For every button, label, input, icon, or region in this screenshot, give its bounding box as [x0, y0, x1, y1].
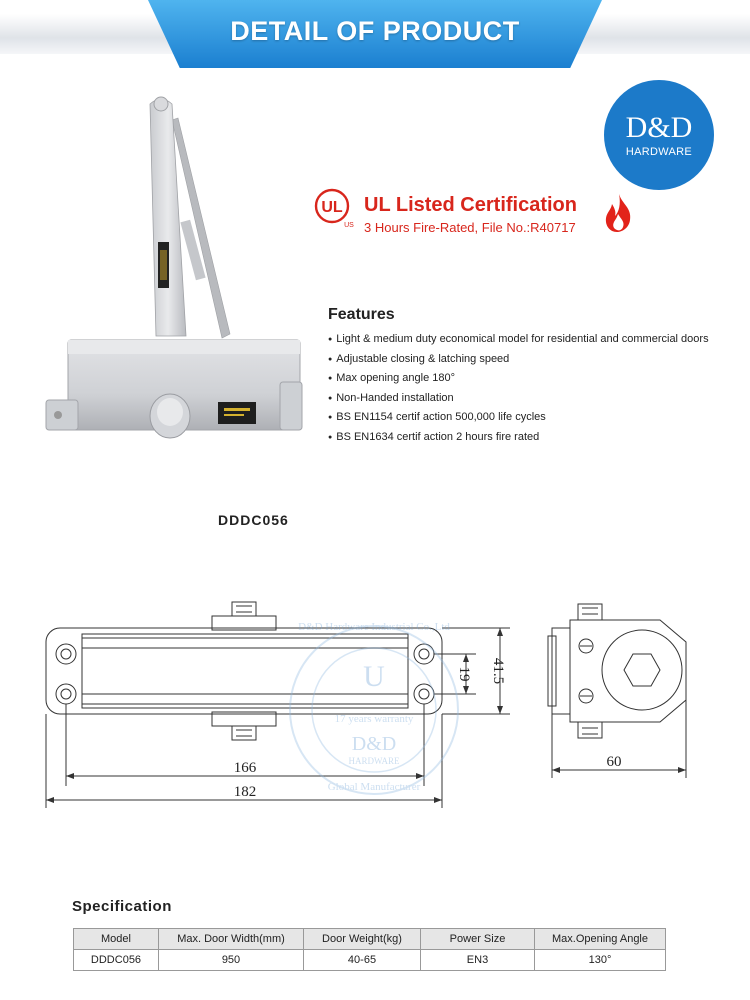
- table-cell: 40-65: [304, 950, 421, 971]
- dimension-19: 19: [456, 666, 472, 682]
- fire-icon: [602, 192, 636, 234]
- certification-title: UL Listed Certification: [364, 194, 577, 216]
- ul-mark-text: UL: [321, 199, 343, 216]
- watermark-sub: HARDWARE: [348, 756, 400, 766]
- banner-title: DETAIL OF PRODUCT: [230, 16, 520, 46]
- table-cell: 130°: [535, 950, 666, 971]
- dimension-166: 166: [233, 760, 257, 776]
- table-row: [74, 950, 666, 971]
- table-header-row: [74, 929, 666, 950]
- brand-logo: [604, 80, 714, 190]
- feature-item: ● Light & medium duty economical model for residential and commercial doors: [328, 330, 709, 350]
- door-closer-photo: [38, 90, 308, 450]
- brand-logo-text: D&D: [625, 111, 693, 144]
- specification-heading: Specification: [72, 898, 172, 915]
- features-heading: Features: [328, 306, 395, 323]
- dimension-41-5: 41.5: [490, 657, 506, 685]
- brand-logo-subtext: HARDWARE: [625, 146, 693, 158]
- watermark-logo: D&D: [351, 733, 397, 755]
- ul-listed-icon: [312, 188, 356, 228]
- feature-item: ● Non-Handed installation: [328, 389, 709, 409]
- features-list: [328, 330, 709, 448]
- header-banner: [0, 0, 750, 72]
- watermark-mark: U: [363, 660, 385, 693]
- feature-item: ● BS EN1634 certif action 2 hours fire rated: [328, 428, 709, 448]
- table-cell: DDDC056: [74, 950, 159, 971]
- watermark-global: Global Manufacturer: [327, 781, 421, 793]
- watermark-years: 17 years warranty: [334, 713, 414, 725]
- specification-table: [73, 928, 666, 971]
- feature-item: ● Adjustable closing & latching speed: [328, 350, 709, 370]
- technical-drawing: [0, 590, 750, 820]
- feature-item: ● Max opening angle 180°: [328, 369, 709, 389]
- column-header-power-size: Power Size: [421, 929, 535, 950]
- certification-subtitle: 3 Hours Fire-Rated, File No.:R40717: [364, 220, 576, 235]
- ul-mark-us: US: [344, 222, 354, 228]
- dimension-182: 182: [233, 784, 257, 800]
- column-header-door-weight: Door Weight(kg): [304, 929, 421, 950]
- watermark-company: D&D Hardware Industrial Co.,Ltd: [298, 621, 450, 633]
- column-header-model: Model: [74, 929, 159, 950]
- dimension-60: 60: [606, 754, 622, 770]
- feature-item: ● BS EN1154 certif action 500,000 life cycles: [328, 408, 709, 428]
- table-cell: 950: [159, 950, 304, 971]
- model-label: DDDC056: [218, 512, 289, 528]
- column-header-opening-angle: Max.Opening Angle: [535, 929, 666, 950]
- column-header-door-width: Max. Door Width(mm): [159, 929, 304, 950]
- table-cell: EN3: [421, 950, 535, 971]
